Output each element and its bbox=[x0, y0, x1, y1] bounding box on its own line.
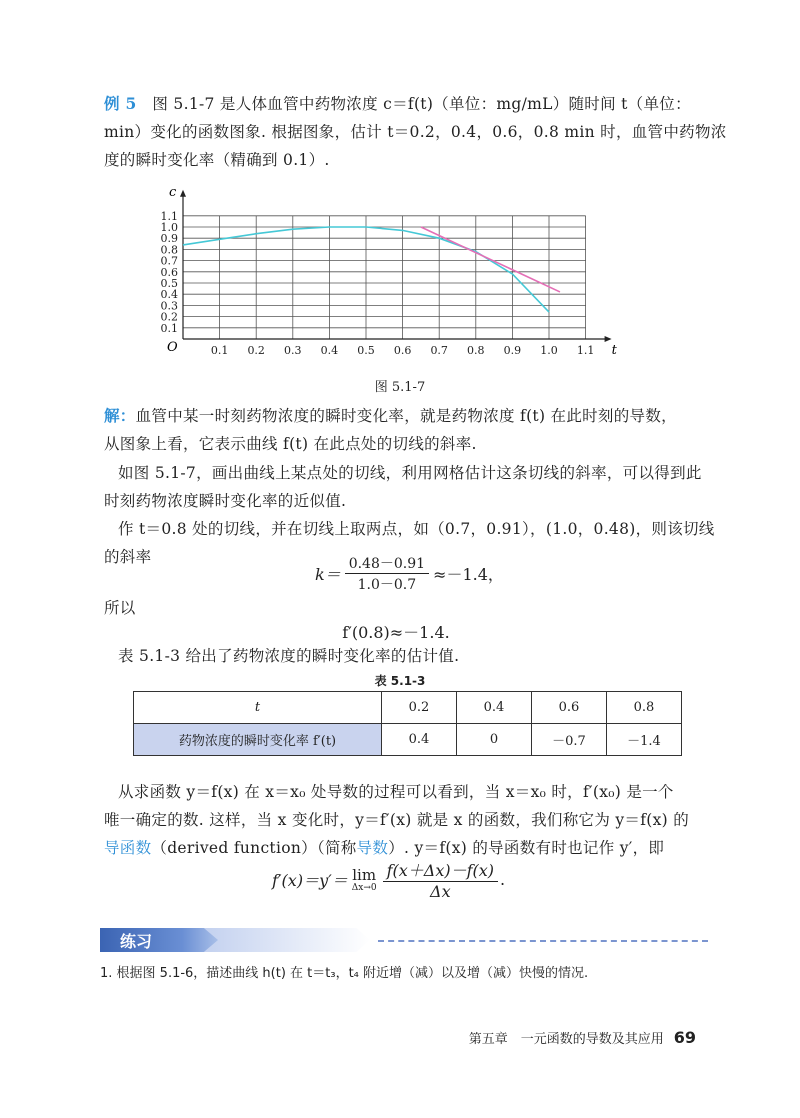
term-derived-function: 导函数 bbox=[104, 839, 152, 857]
origin-label: O bbox=[167, 340, 178, 355]
example-line-2: min）变化的函数图象. 根据图象，估计 t＝0.2，0.4，0.6，0.8 min 时，血管中药物浓 bbox=[104, 123, 727, 141]
y-tick-label: 0.5 bbox=[160, 277, 178, 290]
term-derivative: 导数 bbox=[356, 839, 389, 857]
example-label: 例 5 bbox=[104, 94, 137, 113]
table-header-t: t bbox=[134, 692, 382, 724]
table-title: 表 5.1-3 bbox=[374, 674, 426, 688]
limit-operator: lim Δx→0 bbox=[351, 865, 377, 893]
x-tick-label: 0.2 bbox=[247, 344, 265, 357]
solution-line-1: 解：血管中某一时刻药物浓度的瞬时变化率，就是药物浓度 f(t) 在此时刻的导数， bbox=[104, 406, 677, 425]
exercise-banner-fade bbox=[200, 928, 370, 952]
y-tick-label: 0.1 bbox=[160, 321, 178, 335]
y-axis-label: c bbox=[169, 184, 177, 200]
example-line-3: 度的瞬时变化率（精确到 0.1）. bbox=[104, 151, 330, 169]
solution-line-5: 作 t＝0.8 处的切线，并在切线上取两点，如（0.7，0.91），(1.0，0.48)，则该切线 bbox=[118, 520, 715, 538]
solution-line-6: 的斜率 bbox=[104, 548, 152, 566]
derivative-line-3: 导函数（derived function）（简称导数）. y＝f(x) 的导函数有时也记作 y′，即 bbox=[104, 839, 665, 857]
chapter-title: 第五章 一元函数的导数及其应用 bbox=[468, 1032, 664, 1047]
x-axis-arrow bbox=[605, 336, 612, 342]
x-tick-label: 0.9 bbox=[503, 344, 522, 357]
tangent-line bbox=[421, 227, 560, 292]
y-tick-label: 0.4 bbox=[160, 288, 178, 302]
solution-line-2: 从图象上看，它表示曲线 f(t) 在此点处的切线的斜率. bbox=[104, 435, 477, 453]
y-tick-label: 0.6 bbox=[160, 265, 178, 279]
y-tick-label: 0.9 bbox=[160, 232, 178, 246]
difference-quotient: f(x＋Δx)－f(x) Δx bbox=[383, 858, 498, 901]
page-number: 69 bbox=[673, 1028, 696, 1047]
table-header-rate: 药物浓度的瞬时变化率 f′(t) bbox=[134, 724, 382, 756]
y-tick-label: 0.7 bbox=[160, 254, 178, 268]
table-row bbox=[134, 692, 682, 724]
rate-table bbox=[133, 691, 682, 756]
exercise-divider bbox=[378, 940, 708, 942]
example-line-1: 例 5 图 5.1-7 是人体血管中药物浓度 c＝f(t)（单位：mg/mL）随时间 t（单位： bbox=[104, 94, 691, 113]
table-cell: 0.4 bbox=[382, 724, 457, 756]
x-tick-label: 1.1 bbox=[576, 344, 595, 357]
y-tick-label: 0.3 bbox=[160, 299, 178, 313]
table-cell: －1.4 bbox=[607, 724, 682, 756]
chart-axes bbox=[180, 190, 612, 342]
x-tick-label: 0.3 bbox=[284, 344, 302, 357]
x-tick-label: 0.6 bbox=[393, 344, 412, 357]
solution-label: 解： bbox=[104, 406, 136, 425]
page-footer bbox=[469, 1028, 696, 1047]
exercise-banner bbox=[100, 928, 218, 952]
table-row bbox=[134, 724, 682, 756]
x-axis-label: t bbox=[611, 343, 617, 358]
table-cell: 0.2 bbox=[382, 692, 457, 724]
table-intro: 表 5.1-3 给出了药物浓度的瞬时变化率的估计值. bbox=[118, 647, 460, 665]
derivative-line-2: 唯一确定的数. 这样，当 x 变化时，y＝f′(x) 就是 x 的函数，我们称它为 y＝f(x) 的 bbox=[104, 811, 690, 829]
figure-caption: 图 5.1-7 bbox=[374, 380, 426, 395]
exercise-label: 练习 bbox=[120, 932, 153, 951]
x-tick-label: 0.4 bbox=[320, 344, 339, 357]
y-tick-label: 1.0 bbox=[160, 221, 178, 234]
solution-line-4: 时刻药物浓度瞬时变化率的近似值. bbox=[104, 492, 347, 510]
solution-line-3: 如图 5.1-7，画出曲线上某点处的切线，利用网格估计这条切线的斜率，可以得到此 bbox=[118, 464, 702, 482]
so-line: 所以 bbox=[104, 599, 136, 617]
x-tick-label: 0.8 bbox=[467, 344, 485, 357]
chart-grid bbox=[183, 216, 586, 339]
x-tick-label: 1.0 bbox=[540, 344, 558, 357]
table-cell: 0.4 bbox=[457, 692, 532, 724]
slope-formula: k＝ $\frac{0.48-0.91}{1.0-0.7}$ ≈－1.4， bbox=[315, 553, 504, 594]
y-tick-label: 0.2 bbox=[160, 310, 178, 324]
table-cell: 0.8 bbox=[607, 692, 682, 724]
y-tick-label: 0.8 bbox=[160, 243, 178, 257]
table-cell: 0.6 bbox=[532, 692, 607, 724]
x-tick-label: 0.5 bbox=[357, 344, 375, 357]
drug-concentration-chart bbox=[140, 176, 660, 368]
x-tick-label: 0.7 bbox=[430, 344, 448, 357]
derivative-line-1: 从求函数 y＝f(x) 在 x＝x₀ 处导数的过程可以看到，当 x＝x₀ 时，f′(x₀) 是一个 bbox=[118, 783, 674, 801]
exercise-item-1: 1. 根据图 5.1-6，描述曲线 h(t) 在 t＝t₃，t₄ 附近增（减）以及增（减）快慢的情况. bbox=[100, 966, 589, 981]
chart-series bbox=[183, 227, 560, 312]
derivative-limit-formula: f′(x)＝y′＝ lim Δx→0 f(x＋Δx)－f(x) Δx . bbox=[272, 858, 505, 901]
x-tick-label: 0.1 bbox=[210, 344, 229, 357]
table-cell: 0 bbox=[457, 724, 532, 756]
y-tick-label: 1.1 bbox=[160, 209, 178, 223]
derivative-value-formula: f′(0.8)≈－1.4. bbox=[342, 623, 450, 642]
y-axis-arrow bbox=[180, 190, 186, 197]
slope-fraction: $\frac{0.48-0.91}{1.0-0.7}$ bbox=[345, 553, 429, 594]
table-cell: －0.7 bbox=[532, 724, 607, 756]
